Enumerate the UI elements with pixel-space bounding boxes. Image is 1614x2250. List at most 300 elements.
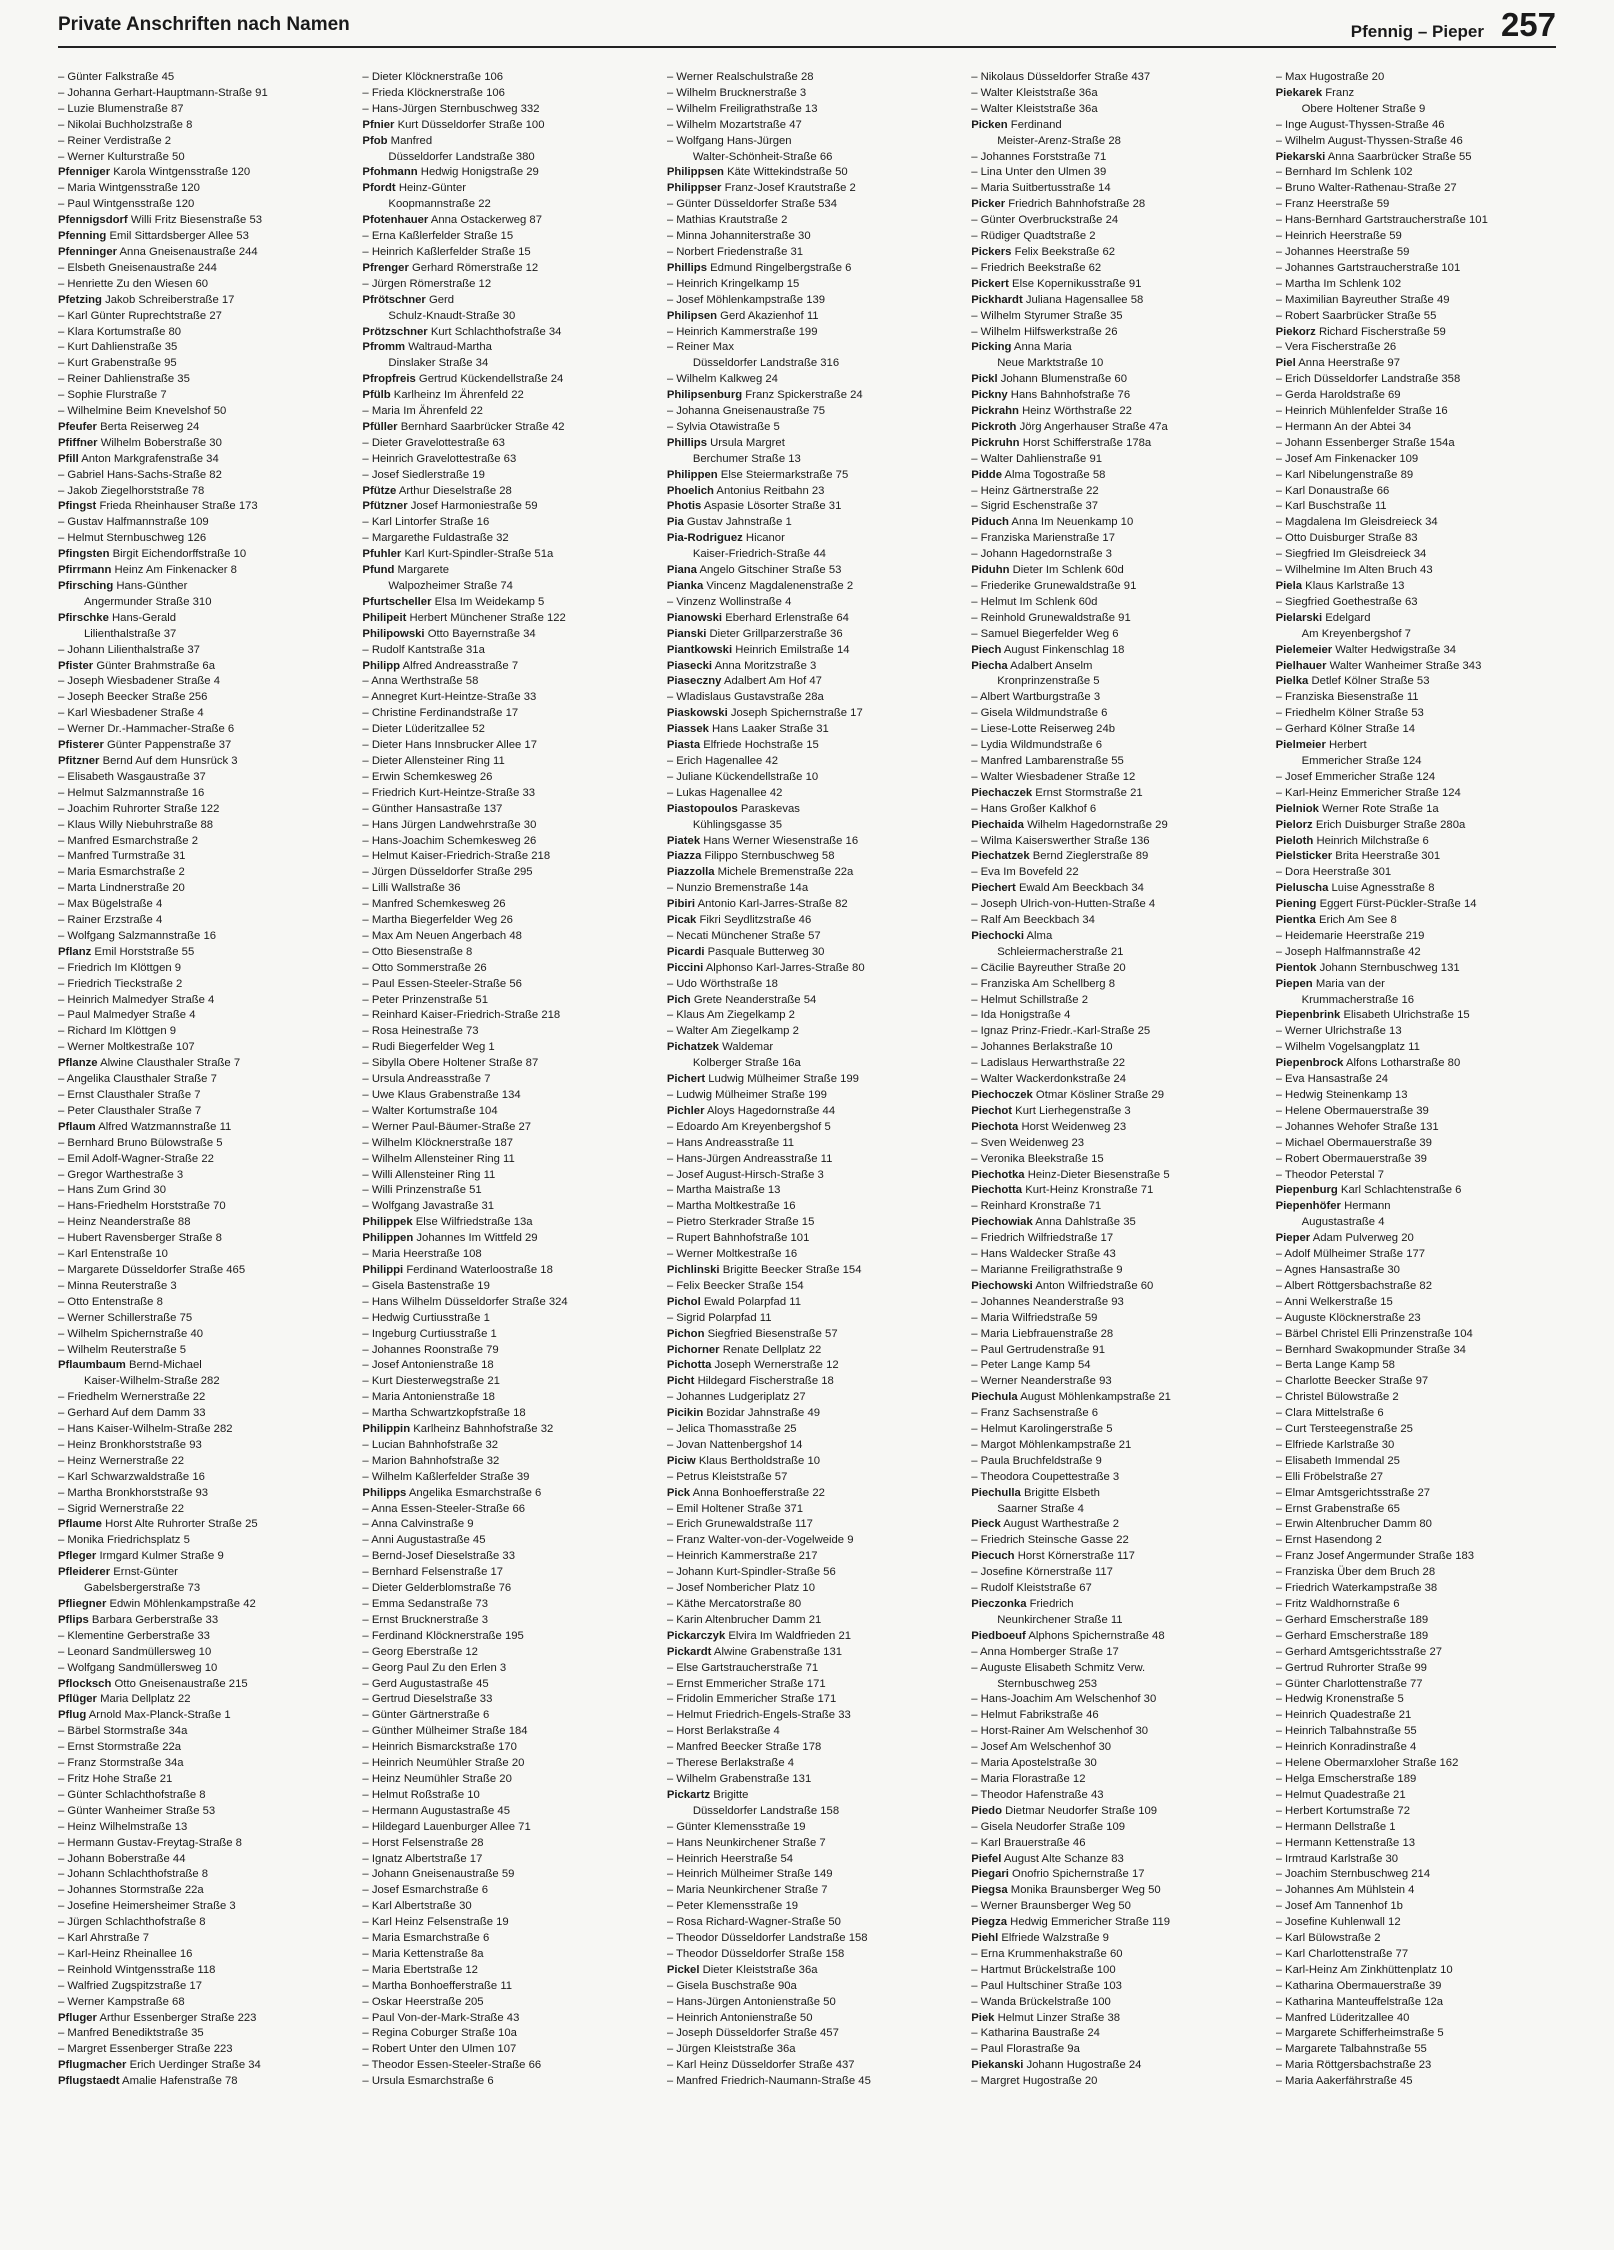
surname: Philipsen (666, 309, 718, 322)
entry-text: – Katharina Baustraße 24 (971, 2027, 1100, 2040)
listing-entry (58, 452, 340, 468)
listing-entry (971, 372, 1253, 388)
listing-entry (1276, 1692, 1558, 1708)
listing-entry (971, 1677, 1253, 1693)
listing-entry (971, 2058, 1253, 2074)
entry-text: Karl Schlachtenstraße 6 (1340, 1184, 1462, 1197)
entry-text: Walter Hedwigstraße 34 (1335, 643, 1457, 656)
entry-text: – Josef Am Finkenacker 109 (1275, 452, 1419, 465)
listing-entry (362, 134, 644, 150)
entry-text: – Margarete Düsseldorfer Straße 465 (58, 1263, 246, 1276)
listing-entry (58, 929, 340, 945)
listing-entry (58, 961, 340, 977)
listing-entry (58, 722, 340, 738)
listing-entry (58, 293, 340, 309)
entry-text: – Josef Möhlenkampstraße 139 (666, 293, 826, 306)
listing-entry (971, 86, 1253, 102)
listing-entry (667, 643, 949, 659)
entry-text: – Josef Siedlerstraße 19 (362, 468, 485, 481)
entry-text: Michele Bremenstraße 22a (717, 866, 854, 879)
surname: Pfordt (362, 182, 396, 195)
surname: Piechoczek (971, 1089, 1033, 1101)
listing-entry (58, 897, 340, 913)
listing-entry (1276, 1120, 1558, 1136)
listing-entry (58, 436, 340, 452)
surname: Philippi (362, 1263, 404, 1276)
listing-entry (58, 1486, 340, 1502)
entry-text: – Heinrich Kaßlerfelder Straße 15 (362, 245, 531, 258)
listing-entry (971, 150, 1253, 166)
entry-text: Heinz Wörthstraße 22 (1022, 405, 1132, 418)
listing-entry (58, 1056, 340, 1072)
listing-entry (362, 738, 644, 754)
entry-text: – Karl Buschstraße 11 (1275, 500, 1387, 513)
listing-entry (667, 1327, 949, 1343)
entry-text: – Sylvia Otawistraße 5 (666, 420, 780, 433)
entry-text: Aspasie Lösorter Straße 31 (703, 500, 842, 513)
entry-text: – Joseph Beecker Straße 256 (58, 691, 208, 704)
listing-entry (58, 404, 340, 420)
entry-text: – Hans Wilhelm Düsseldorfer Straße 324 (362, 1295, 568, 1308)
entry-text: – Josefine Kuhlenwall 12 (1275, 1916, 1401, 1929)
entry-text: Koopmannstraße 22 (388, 198, 491, 211)
listing-entry (1276, 929, 1558, 945)
listing-entry (362, 961, 644, 977)
entry-text: – Elisabeth Immendal 25 (1275, 1454, 1400, 1467)
entry-text: – Hermann Dellstraße 1 (1275, 1820, 1396, 1833)
entry-text: – Sibylla Obere Holtener Straße 87 (362, 1057, 539, 1070)
entry-text: – Dieter Allensteiner Ring 11 (362, 754, 505, 767)
surname: Pfülb (362, 389, 391, 402)
surname: Piechert (971, 882, 1016, 895)
listing-entry (1276, 1756, 1558, 1772)
surname: Piedo (971, 1804, 1002, 1817)
listing-entry (667, 1740, 949, 1756)
surname: Piechotka (971, 1168, 1025, 1181)
listing-entry (362, 834, 644, 850)
listing-entry (667, 229, 949, 245)
listing-entry (667, 1963, 949, 1979)
listing-entry (1276, 1374, 1558, 1390)
entry-text: Eberhard Erlenstraße 64 (725, 611, 849, 624)
entry-text: – Heinrich Neumühler Straße 20 (362, 1757, 525, 1770)
listing-entry (58, 340, 340, 356)
entry-text: – Joseph Ulrich-von-Hutten-Straße 4 (971, 898, 1156, 911)
listing-entry (362, 1867, 644, 1883)
listing-entry (1276, 1788, 1558, 1804)
surname: Piekarski (1275, 150, 1326, 163)
listing-entry (58, 1597, 340, 1613)
entry-text: – Charlotte Beecker Straße 97 (1275, 1375, 1429, 1388)
listing-entry (1276, 229, 1558, 245)
entry-text: – Jakob Ziegelhorststraße 78 (58, 484, 205, 497)
entry-text: – Karl Ahrstraße 7 (58, 1932, 150, 1945)
listing-entry (58, 1374, 340, 1390)
surname: Pfüller (362, 420, 398, 433)
entry-text: – Heinz Neanderstraße 88 (58, 1216, 191, 1229)
entry-text: – Reiner Verdistraße 2 (58, 134, 172, 147)
entry-text: – Theodor Düsseldorfer Landstraße 158 (666, 1932, 868, 1945)
listing-entry (1276, 1343, 1558, 1359)
listing-entry (667, 1836, 949, 1852)
listing-entry (971, 70, 1253, 86)
listing-entry (667, 993, 949, 1009)
entry-text: – Heinz Neumühler Straße 20 (362, 1772, 512, 1785)
listing-entry (1276, 849, 1558, 865)
listing-entry (58, 165, 340, 181)
listing-entry (667, 1199, 949, 1215)
listing-entry (971, 181, 1253, 197)
surname: Pfiffner (58, 436, 98, 449)
entry-text: – Walter Wiesbadener Straße 12 (971, 770, 1136, 783)
listing-entry (362, 690, 644, 706)
listing-entry (1276, 372, 1558, 388)
listing-entry (971, 1136, 1253, 1152)
listing-entry (362, 2011, 644, 2027)
listing-entry (362, 1104, 644, 1120)
listing-entry (971, 643, 1253, 659)
entry-text: Ewald Polarpfad 11 (703, 1295, 801, 1308)
entry-text: – Dieter Lüderitzallee 52 (362, 723, 485, 736)
listing-entry (667, 1708, 949, 1724)
entry-text: – Friedrich Wilfriedstraße 17 (971, 1232, 1114, 1245)
listing-entry (971, 1008, 1253, 1024)
listing-entry (1276, 1883, 1558, 1899)
listing-entry (58, 993, 340, 1009)
listing-entry (58, 865, 340, 881)
surname: Pientka (1275, 914, 1316, 927)
entry-text: – Helene Obermarxloher Straße 162 (1275, 1757, 1459, 1770)
surname: Piana (666, 564, 697, 577)
listing-entry (362, 595, 644, 611)
page-number: 257 (1500, 6, 1556, 43)
entry-text: – Sophie Flurstraße 7 (58, 389, 167, 402)
entry-text: Neunkirchener Straße 11 (997, 1613, 1123, 1626)
surname: Pickl (971, 373, 998, 386)
entry-text: – Reinhard Kaiser-Friedrich-Straße 218 (362, 1009, 561, 1022)
entry-text: – Heinz Wilhelmstraße 13 (58, 1820, 188, 1833)
entry-text: Meister-Arenz-Straße 28 (997, 134, 1121, 147)
entry-text: – Sven Weidenweg 23 (971, 1136, 1085, 1149)
listing-entry (1276, 834, 1558, 850)
listing-entry (1276, 1533, 1558, 1549)
entry-text: – Kurt Diesterwegstraße 21 (362, 1375, 500, 1388)
listing-entry (1276, 1502, 1558, 1518)
listing-entry (58, 1883, 340, 1899)
listing-entry (1276, 1295, 1558, 1311)
surname: Piechocki (971, 929, 1024, 942)
listing-entry (362, 881, 644, 897)
entry-text: – Angelika Clausthaler Straße 7 (58, 1073, 217, 1086)
entry-text: Klaus Bertholdstraße 10 (698, 1454, 821, 1467)
entry-text: – Friedrich Waterkampstraße 38 (1275, 1582, 1438, 1595)
entry-text: – Ida Honigstraße 4 (971, 1009, 1071, 1022)
entry-text: – Paul Gertrudenstraße 91 (971, 1343, 1105, 1356)
surname: Piechotta (971, 1184, 1023, 1197)
listing-entry (667, 1263, 949, 1279)
listing-entry (362, 1963, 644, 1979)
entry-text: – Johannes Stormstraße 22a (58, 1884, 204, 1897)
listing-entry (667, 913, 949, 929)
entry-text: – Katharina Manteuffelstraße 12a (1275, 1995, 1444, 2008)
listing-entry (58, 372, 340, 388)
entry-text: – Albert Röttgersbachstraße 82 (1275, 1279, 1432, 1292)
entry-text: – Günter Klemensstraße 19 (666, 1820, 806, 1833)
entry-text: Bernd-Michael (128, 1359, 202, 1372)
surname: Pickartz (666, 1788, 711, 1801)
listing-entry (971, 1629, 1253, 1645)
entry-text: Dinslaker Straße 34 (388, 357, 489, 370)
listing-entry (362, 420, 644, 436)
entry-text: – Cäcilie Bayreuther Straße 20 (971, 961, 1126, 974)
entry-text: – Emil Adolf-Wagner-Straße 22 (58, 1152, 214, 1165)
listing-entry (362, 2026, 644, 2042)
surname: Pickroth (971, 420, 1017, 433)
listing-entry (58, 770, 340, 786)
listing-entry (1276, 1263, 1558, 1279)
entry-text: – Heinrich Antonienstraße 50 (666, 2011, 813, 2024)
listing-entry (362, 293, 644, 309)
entry-text: Horst Weidenweg 23 (1021, 1120, 1127, 1133)
surname: Prötzschner (362, 325, 428, 338)
listing-entry (667, 213, 949, 229)
listing-entry (362, 1724, 644, 1740)
listing-entry (362, 1486, 644, 1502)
entry-text: Siegfried Biesenstraße 57 (707, 1327, 838, 1340)
listing-entry (58, 1724, 340, 1740)
entry-text: Erich Am See 8 (1318, 914, 1397, 927)
entry-text: – Lukas Hagenallee 42 (666, 786, 783, 799)
entry-text: Anna Im Neuenkamp 10 (1011, 516, 1134, 529)
listing-entry (58, 515, 340, 531)
entry-text: Werner Rote Straße 1a (1322, 802, 1439, 815)
listing-entry (362, 150, 644, 166)
listing-entry (362, 531, 644, 547)
listing-entry (971, 1724, 1253, 1740)
listing-entry (667, 1899, 949, 1915)
listing-entry (362, 515, 644, 531)
surname: Piatek (666, 834, 701, 847)
listing-entry (58, 1343, 340, 1359)
listing-entry (971, 706, 1253, 722)
listing-entry (971, 1533, 1253, 1549)
listing-entry (667, 1931, 949, 1947)
entry-text: – Eva Hansastraße 24 (1275, 1073, 1389, 1086)
entry-text: Elfriede Walzstraße 9 (1001, 1932, 1109, 1945)
entry-text: – Siegfried Goethestraße 63 (1275, 595, 1418, 608)
surname: Piduhn (971, 564, 1010, 577)
entry-text: – Franziska Am Schellberg 8 (971, 977, 1116, 990)
entry-text: – Hermann Augustastraße 45 (362, 1804, 510, 1817)
entry-text: – Jürgen Römerstraße 12 (362, 277, 492, 290)
entry-text: Otto Bayernstraße 34 (427, 627, 536, 640)
surname: Pieluscha (1275, 882, 1329, 895)
listing-entry (971, 1565, 1253, 1581)
listing-entry (667, 1661, 949, 1677)
listing-entry (1276, 134, 1558, 150)
entry-text: – Maria Esmarchstraße 6 (362, 1932, 490, 1945)
listing-entry (362, 1199, 644, 1215)
entry-text: Alma (1026, 929, 1053, 942)
entry-text: – Wilhelm Mozartstraße 47 (666, 118, 802, 131)
listing-entry (971, 1772, 1253, 1788)
entry-text: Dieter Grillparzerstraße 36 (709, 627, 843, 640)
entry-text: – Josef Am Welschenhof 30 (971, 1741, 1112, 1754)
surname: Piegari (971, 1868, 1009, 1881)
listing-entry (58, 356, 340, 372)
listing-entry (971, 1152, 1253, 1168)
entry-text: – Wolfgang Hans-Jürgen (666, 134, 792, 147)
entry-text: Elsa Im Weidekamp 5 (434, 595, 545, 608)
entry-text: – Ludwig Mülheimer Straße 199 (666, 1089, 827, 1101)
listing-entry (667, 738, 949, 754)
entry-text: – Wilhelm Reuterstraße 5 (58, 1343, 187, 1356)
surname: Picker (971, 198, 1006, 211)
listing-entry (971, 213, 1253, 229)
entry-text: Aloys Hagedornstraße 44 (707, 1104, 836, 1117)
entry-text: – Josefine Körnerstraße 117 (971, 1566, 1113, 1579)
entry-text: – Berta Lange Kamp 58 (1275, 1359, 1395, 1372)
entry-text: – Wilhelm Brucknerstraße 3 (666, 86, 807, 99)
entry-text: – Manfred Beecker Straße 178 (666, 1741, 822, 1754)
listing-entry (58, 86, 340, 102)
entry-text: – Joseph Düsseldorfer Straße 457 (666, 2027, 839, 2040)
listing-entry (971, 2074, 1253, 2090)
listing-entry (667, 563, 949, 579)
entry-text: – Johann Hagedornstraße 3 (971, 548, 1112, 561)
entry-text: Edmund Ringelbergstraße 6 (710, 261, 852, 274)
listing-entry (1276, 1915, 1558, 1931)
listing-entry (362, 1215, 644, 1231)
listing-entry (971, 1231, 1253, 1247)
listing-entry (58, 1613, 340, 1629)
listing-entry (667, 1883, 949, 1899)
entry-text: – Jovan Nattenbergshof 14 (666, 1438, 803, 1451)
listing-entry (971, 1470, 1253, 1486)
listing-entry (1276, 579, 1558, 595)
listing-entry (1276, 2058, 1558, 2074)
listing-entry (362, 547, 644, 563)
listing-entry (971, 881, 1253, 897)
listing-entry (971, 531, 1253, 547)
surname: Pflüger (58, 1693, 97, 1706)
entry-text: – Jürgen Schlachthofstraße 8 (58, 1916, 206, 1929)
listing-entry (667, 420, 949, 436)
entry-text: Düsseldorfer Landstraße 380 (388, 150, 535, 163)
listing-entry (667, 452, 949, 468)
entry-text: – Necati Münchener Straße 57 (666, 929, 821, 942)
entry-text: – Joseph Wiesbadener Straße 4 (58, 675, 221, 688)
entry-text: – Paula Bruchfeldstraße 9 (971, 1454, 1102, 1467)
entry-text: – Dora Heerstraße 301 (1275, 866, 1392, 879)
listing-entry (1276, 1390, 1558, 1406)
entry-text: – Georg Eberstraße 12 (362, 1645, 478, 1658)
entry-text: Alfons Lotharstraße 80 (1345, 1057, 1461, 1070)
entry-text: – Wilhelm Allensteiner Ring 11 (362, 1152, 515, 1165)
entry-text: Adalbert Anselm (1010, 659, 1093, 672)
listing-entry (362, 2074, 644, 2090)
entry-text: – Ladislaus Herwarthstraße 22 (971, 1057, 1126, 1070)
surname: Pfund (362, 564, 395, 577)
surname: Pflips (58, 1613, 89, 1626)
entry-text: – Robert Obermauerstraße 39 (1275, 1152, 1427, 1165)
listing-entry (971, 1661, 1253, 1677)
entry-text: – Wilhelm Spichernstraße 40 (58, 1327, 204, 1340)
surname: Piekanski (971, 2059, 1024, 2072)
surname: Philippsen (666, 166, 724, 179)
listing-entry (362, 1470, 644, 1486)
entry-text: – Hans Jürgen Landwehrstraße 30 (362, 818, 537, 831)
listing-entry (362, 165, 644, 181)
entry-text: Kurt Lierhegenstraße 3 (1015, 1104, 1131, 1117)
listing-entry (362, 1390, 644, 1406)
listing-entry (971, 1263, 1253, 1279)
listing-entry (58, 1931, 340, 1947)
listing-entry (971, 1279, 1253, 1295)
listing-entry (971, 1120, 1253, 1136)
listing-entry (58, 1327, 340, 1343)
listing-entry (971, 1040, 1253, 1056)
listing-entry (58, 1740, 340, 1756)
listing-entry (362, 1422, 644, 1438)
entry-text: Johann Blumenstraße 60 (1000, 373, 1127, 386)
listing-entry (1276, 1486, 1558, 1502)
entry-text: – Karl Charlottenstraße 77 (1275, 1947, 1409, 1960)
listing-entry (1276, 754, 1558, 770)
listing-entry (362, 1183, 644, 1199)
entry-text: Günter Brahmstraße 6a (96, 659, 215, 672)
listing-entry (362, 1979, 644, 1995)
listing-entry (667, 1040, 949, 1056)
entry-text: Elvira Im Waldfrieden 21 (728, 1629, 852, 1642)
listing-entry (362, 1645, 644, 1661)
listing-entry (1276, 1072, 1558, 1088)
entry-text: Horst Körnerstraße 117 (1017, 1550, 1135, 1563)
listing-entry (971, 1836, 1253, 1852)
entry-text: – Ursula Esmarchstraße 6 (362, 2075, 494, 2088)
listing-entry (1276, 961, 1558, 977)
entry-text: – Martha Biegerfelder Weg 26 (362, 914, 513, 927)
listing-entry (667, 1088, 949, 1104)
listing-entry (1276, 913, 1558, 929)
listing-entry (58, 261, 340, 277)
listing-entry (667, 245, 949, 261)
listing-entry (58, 70, 340, 86)
entry-text: – Josef Nombericher Platz 10 (666, 1582, 815, 1595)
listing-entry (58, 1040, 340, 1056)
entry-text: – Lina Unter den Ulmen 39 (971, 166, 1107, 179)
surname: Pianski (666, 627, 707, 640)
entry-text: – Johannes Ludgeriplatz 27 (666, 1391, 806, 1404)
listing-entry (1276, 1247, 1558, 1263)
entry-text: Karola Wintgensstraße 120 (113, 166, 251, 179)
entry-text: Franz Spickerstraße 24 (745, 389, 863, 402)
entry-text: Edwin Möhlenkampstraße 42 (109, 1598, 256, 1610)
entry-text: – Helmut Fabrikstraße 46 (971, 1709, 1099, 1722)
entry-text: – Friedrich Tieckstraße 2 (58, 977, 183, 990)
listing-entry (362, 1549, 644, 1565)
listing-entry (971, 786, 1253, 802)
listing-entry (667, 102, 949, 118)
listing-entry (667, 929, 949, 945)
listing-entry (58, 1677, 340, 1693)
entry-text: Schleiermacherstraße 21 (997, 945, 1124, 958)
entry-text: – Karl Heinz Felsenstraße 19 (362, 1916, 509, 1929)
entry-text: – Franz Josef Angermunder Straße 183 (1275, 1550, 1475, 1563)
surname: Pfurtscheller (362, 595, 432, 608)
entry-text: Düsseldorfer Landstraße 158 (692, 1804, 840, 1817)
listing-entry (971, 1963, 1253, 1979)
